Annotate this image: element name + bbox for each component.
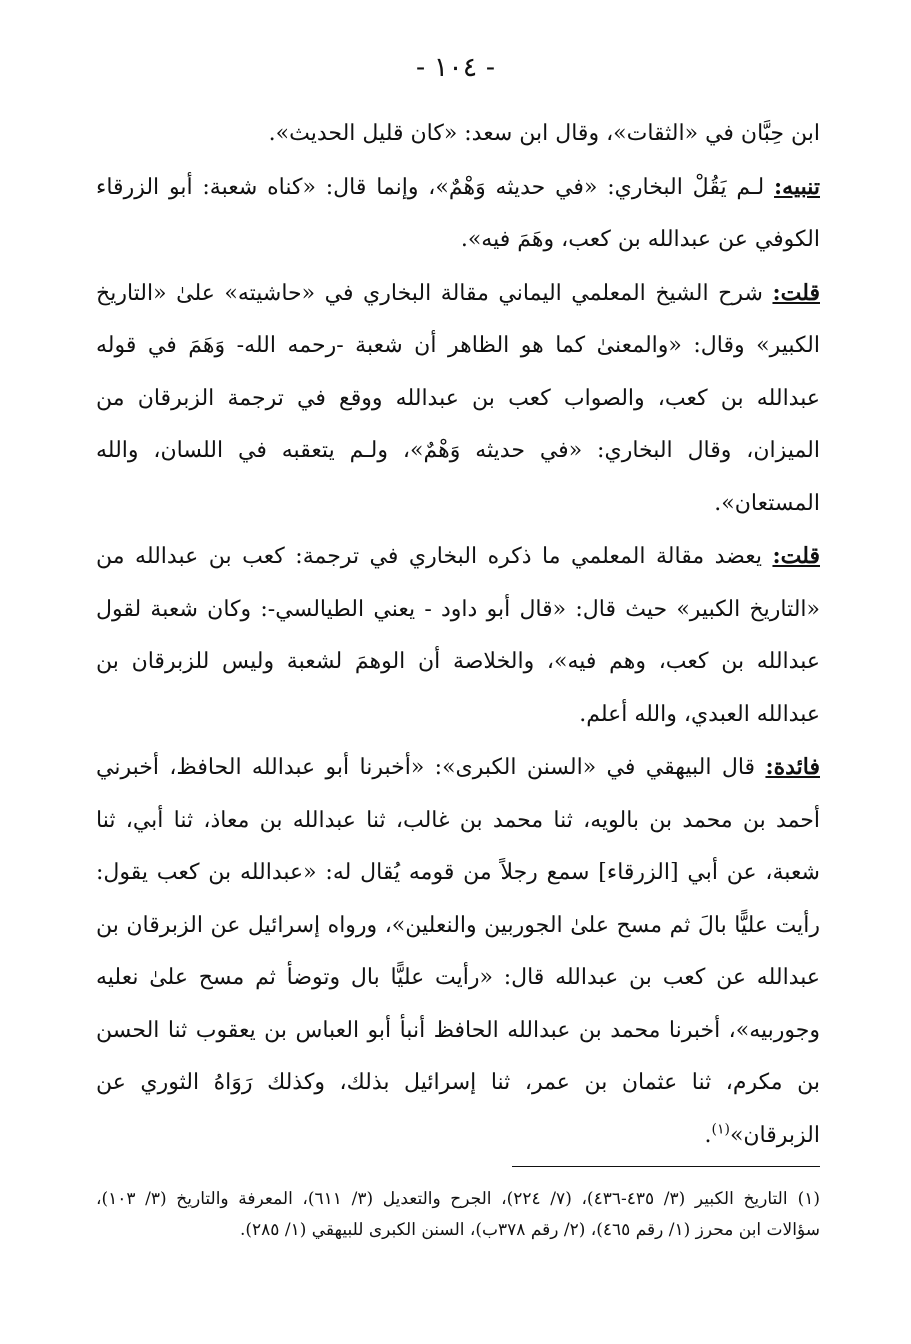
paragraph-narrators — [96, 108, 820, 161]
paragraph-text: شرح الشيخ المعلمي اليماني مقالة البخاري في «حاشيته» علىٰ «التاريخ الكبير» وقال: «والمعنىٰ كما هو الظاهر أن شعبة -رحمه الله- وَهَمَ في قوله عبدالله بن كعب، والصواب كعب بن عبدالله ووقع في ترجمة الزبرقان من الميزان، وقال البخاري: «في حديثه وَهْمٌ»، ولـم يتعقبه في اللسان، والله المستعان». — [96, 280, 820, 516]
footnote-reference[interactable]: (١) — [711, 1121, 730, 1138]
paragraph-label: قلت: — [772, 279, 820, 306]
paragraph-benefit — [96, 741, 820, 1162]
paragraph-label: فائدة: — [765, 754, 820, 780]
footnotes — [96, 1184, 820, 1246]
paragraph-text: ابن حِبَّان في «الثقات»، وقال ابن سعد: «كان قليل الحديث». — [268, 121, 820, 146]
footnote-separator — [512, 1166, 820, 1167]
paragraph-tail: . — [704, 1122, 712, 1148]
paragraph-note — [96, 161, 820, 267]
paragraph-text: قال البيهقي في «السنن الكبرى»: «أخبرنا أبو عبدالله الحافظ، أخبرني أحمد بن محمد بن بالويه، ثنا محمد بن غالب، ثنا عبدالله بن معاذ، ثنا أبي، ثنا شعبة، عن أبي [الزرقاء] سمع رجلاً من قومه يُقال له: «عبدالله بن كعب يقول: رأيت عليًّا بالَ ثم مسح علىٰ الجوربين والنعلين»، ورواه إسرائيل عن الزبرقان بن عبدالله عن كعب بن عبدالله قال: «رأيت عليًّا بال وتوضأ ثم مسح علىٰ نعليه وجوربيه»، أخبرنا محمد بن عبدالله الحافظ أنبأ أبو العباس بن يعقوب ثنا الحسن بن مكرم، ثنا عثمان بن عمر، ثنا إسرائيل بذلك، وكذلك رَوَاهُ الثوري عن الزبرقان» — [96, 755, 820, 1148]
footnote-marker: (١) — [797, 1189, 820, 1209]
footnote-item — [96, 1184, 820, 1246]
paragraph-label: تنبيه: — [774, 173, 820, 200]
footnote-text: التاريخ الكبير (٣/ ٤٣٥-٤٣٦)، (٧/ ٢٢٤)، الجرح والتعديل (٣/ ٦١١)، المعرفة والتاريخ (٣/ ١٠٣)، سؤالات ابن محرز (١/ رقم ٤٦٥)، (٢/ رقم ٣٧٨ب)، السنن الكبرى للبيهقي (١/ ٢٨٥). — [96, 1189, 820, 1240]
paragraph-text: يعضد مقالة المعلمي ما ذكره البخاري في ترجمة: كعب بن عبدالله من «التاريخ الكبير» حيث قال: «قال أبو داود - يعني الطيالسي-: وكان شعبة لقول عبدالله بن كعب، وهم فيه»، والخلاصة أن الوهمَ لشعبة وليس للزبرقان بن عبدالله العبدي، والله أعلم. — [96, 544, 820, 727]
paragraph-label: قلت: — [772, 543, 820, 569]
main-text — [96, 108, 820, 1162]
paragraph-text: لـم يَقُلْ البخاري: «في حديثه وَهْمٌ»، وإنما قال: «كناه شعبة: أبو الزرقاء الكوفي عن عبدالله بن كعب، وهَمَ فيه». — [96, 174, 820, 252]
paragraph-comment-2 — [96, 530, 820, 741]
paragraph-comment-1 — [96, 267, 820, 531]
page-number: - ١٠٤ - — [416, 52, 495, 83]
